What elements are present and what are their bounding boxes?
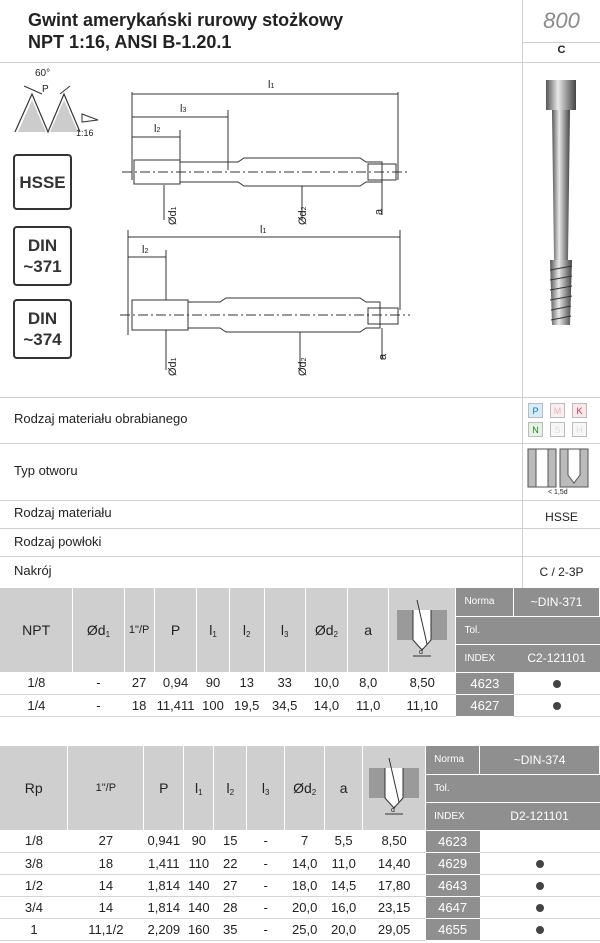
hole-note: < 1,5d bbox=[548, 489, 568, 496]
material-p: P bbox=[528, 403, 543, 418]
col-p: P bbox=[144, 746, 184, 830]
tap-technical-drawing bbox=[120, 70, 410, 390]
availability-dot bbox=[536, 904, 544, 912]
col-l3: $l_3$ bbox=[264, 588, 305, 672]
col-p: P bbox=[154, 588, 197, 672]
svg-text:d: d bbox=[419, 648, 424, 656]
tol-value bbox=[514, 616, 600, 644]
material-s: S bbox=[550, 422, 565, 437]
col-d1: $Ød_1$ bbox=[73, 588, 124, 672]
chamfer-value: C / 2-3P bbox=[539, 565, 584, 579]
workpiece-material-label: Rodzaj materiału obrabianego bbox=[14, 411, 188, 426]
drill-hole-icon bbox=[367, 752, 421, 822]
availability-dot bbox=[553, 680, 561, 688]
tol-label: Tol. bbox=[456, 616, 514, 644]
coating-label: Rodzaj powłoki bbox=[14, 534, 102, 549]
drill-hole-icon bbox=[395, 594, 449, 664]
svg-text:a: a bbox=[377, 353, 389, 360]
availability-dot bbox=[553, 702, 561, 710]
code-letter: C bbox=[557, 44, 566, 56]
norma-label: Norma bbox=[426, 746, 480, 774]
col-a: a bbox=[325, 746, 363, 830]
tool-material-label: Rodzaj materiału bbox=[14, 505, 112, 520]
svg-text:a: a bbox=[373, 208, 385, 215]
norma-value: ~DIN-374 bbox=[480, 746, 600, 774]
col-l2: $l_2$ bbox=[214, 746, 247, 830]
svg-text:l2: l2 bbox=[142, 244, 149, 256]
table-din371 bbox=[0, 588, 600, 717]
col-l1: $l_1$ bbox=[197, 588, 229, 672]
chamfer-label: Nakrój bbox=[14, 563, 52, 578]
title-line-2: NPT 1:16, ANSI B-1.20.1 bbox=[28, 32, 232, 52]
table-row: 1/8 - 27 0,94 90 13 33 10,0 8,0 8,50 4623 bbox=[0, 672, 600, 694]
svg-text:Ød1: Ød1 bbox=[167, 206, 179, 225]
table-row: 1/4 - 18 11,411 100 19,5 34,5 14,0 11,0 11,10 4627 bbox=[0, 694, 600, 716]
svg-text:Ød2: Ød2 bbox=[297, 206, 309, 225]
din371-badge: DIN ~371 bbox=[13, 226, 72, 286]
angle-label: 60° bbox=[35, 68, 51, 79]
taper-label: 1:16 bbox=[76, 128, 94, 138]
material-k: K bbox=[572, 403, 587, 418]
svg-text:l2: l2 bbox=[154, 123, 161, 135]
index-value: C2-121101 bbox=[514, 644, 600, 672]
material-m: M bbox=[550, 403, 565, 418]
drill-icon-cell bbox=[389, 588, 456, 672]
availability-dot bbox=[536, 882, 544, 890]
material-h: H bbox=[572, 422, 587, 437]
table-row: 3/8 18 1,411 110 22 - 14,0 11,0 14,40 4629 bbox=[0, 852, 600, 874]
index-label: INDEX bbox=[426, 802, 480, 830]
norma-value: ~DIN-371 bbox=[514, 588, 600, 616]
col-d2: $Ød_2$ bbox=[285, 746, 325, 830]
col-rp: Rp bbox=[0, 746, 68, 830]
col-tpi: 1"/P bbox=[68, 746, 144, 830]
table-row: 1 11,1/2 2,209 160 35 - 25,0 20,0 29,05 4655 bbox=[0, 918, 600, 940]
svg-text:l3: l3 bbox=[180, 103, 187, 115]
table-row: 3/4 14 1,814 140 28 - 20,0 16,0 23,15 4647 bbox=[0, 896, 600, 918]
index-label: INDEX bbox=[456, 644, 514, 672]
svg-text:Ød2: Ød2 bbox=[297, 357, 309, 376]
norma-label: Norma bbox=[456, 588, 514, 616]
availability-dot bbox=[536, 860, 544, 868]
material-n: N bbox=[528, 422, 543, 437]
index-value: D2-121101 bbox=[480, 802, 600, 830]
col-tpi: 1"/P bbox=[124, 588, 154, 672]
table-row: 1/8 27 0,941 90 15 - 7 5,5 8,50 4623 bbox=[0, 830, 600, 852]
col-npt: NPT bbox=[0, 588, 73, 672]
col-d2: $Ød_2$ bbox=[305, 588, 348, 672]
table-row: 1/2 14 1,814 140 27 - 18,0 14,5 17,80 4643 bbox=[0, 874, 600, 896]
tol-label: Tol. bbox=[426, 774, 480, 802]
title-line-1: Gwint amerykański rurowy stożkowy bbox=[28, 10, 344, 30]
tap-photo bbox=[540, 80, 580, 330]
page-title bbox=[28, 9, 343, 53]
drill-icon-cell bbox=[363, 746, 426, 830]
col-l2: $l_2$ bbox=[229, 588, 264, 672]
svg-text:l1: l1 bbox=[268, 79, 275, 91]
svg-text:l1: l1 bbox=[260, 224, 267, 236]
tool-material-value: HSSE bbox=[545, 510, 578, 524]
hsse-badge: HSSE bbox=[13, 154, 72, 210]
svg-text:d: d bbox=[391, 806, 396, 814]
hole-type-icon bbox=[526, 447, 590, 489]
pitch-label: P bbox=[42, 84, 49, 95]
col-l3: $l_3$ bbox=[247, 746, 285, 830]
din374-badge: DIN ~374 bbox=[13, 299, 72, 359]
svg-text:Ød1: Ød1 bbox=[167, 357, 179, 376]
tol-value bbox=[480, 774, 600, 802]
table-din374 bbox=[0, 746, 600, 941]
col-a: a bbox=[348, 588, 389, 672]
col-l1: $l_1$ bbox=[184, 746, 214, 830]
hole-type-label: Typ otworu bbox=[14, 463, 78, 478]
catalog-code: 800 bbox=[543, 8, 580, 33]
availability-dot bbox=[536, 926, 544, 934]
thread-profile-diagram bbox=[10, 64, 110, 142]
